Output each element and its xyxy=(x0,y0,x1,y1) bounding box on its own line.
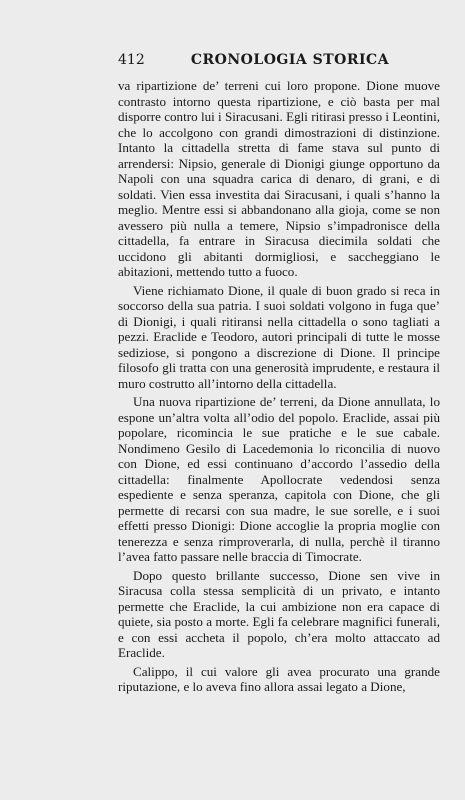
paragraph-5: Calippo, il cui valore gli avea procurato una grande riputazione, e lo aveva fino allora assai legato a Dione, xyxy=(118,663,440,694)
paragraph-3: Una nuova ripartizione de’ terreni, da Dione annullata, lo espone un’altra volta all’odio del popolo. Eraclide, assai più popolare, ricomincia le sue pratiche e le sue cabale. Nondimeno Gesilo di Lacedemonia lo riconcilia di nuovo con Dione, ed essi continuano d’accordo l’assedio della cittadella: finalmente Apollocrate vedendosi senza espediente e senza speranza, capitola con Dione, che gli permette di recarsi con sua madre, le sue sorelle, e i suoi effetti presso Dionigi: Dione accoglie la propria moglie con tenerezza e senza rimproverarla, di nulla, perchè il tiranno l’avea fatto passare nelle braccia di Timocrate. xyxy=(118,394,440,564)
paragraph-2: Viene richiamato Dione, il quale di buon grado si reca in soccorso della sua patria. I suoi soldati volgono in fuga que’ di Dionigi, i quali ritiransi nella cittadella o sono tagliati a pezzi. Eraclide e Teodoro, autori principali di tutte le mosse sediziose, si pongono a discrezione di Dione. Il principe filosofo gli tratta con una generosità imprudente, e restaura il muro costrutto all’intorno della cittadella. xyxy=(118,282,440,391)
page-body-text xyxy=(118,78,440,698)
paragraph-4: Dopo questo brillante successo, Dione sen vive in Siracusa colla stessa semplicità di un privato, e intanto permette che Eraclide, la cui ambizione non era capace di quiete, sia posto a morte. Egli fa celebrare magnifici funerali, e con essi accheta il popolo, ch’era molto attaccato ad Eraclide. xyxy=(118,567,440,660)
page-number: 412 xyxy=(118,52,145,68)
page-header xyxy=(118,50,440,70)
paragraph-1: va ripartizione de’ terreni cui loro propone. Dione muove contrasto intorno questa ripartizione, e ciò basta per mal disporre contro lui i Siracusani. Egli ritirasi presso i Leontini, che lo accolgono con grandi dimostrazioni di distinzione. Intanto la cittadella stretta di fame stava sul punto di arrendersi: Nipsio, generale di Dionigi giunge opportuno da Napoli con una squadra carica di denaro, di grani, e di soldati. Vien essa investita dai Siracusani, i quali s’hanno la meglio. Mentre essi si abbandonano alla gioja, come se non avessero più nulla a temere, Nipsio s’impadronisce della cittadella, fa entrare in Siracusa diecimila soldati che uccidono gli abitanti dormigliosi, e saccheggiano le abitazioni, mettendo tutto a fuoco. xyxy=(118,78,440,279)
running-title: CRONOLOGIA STORICA xyxy=(190,52,390,68)
